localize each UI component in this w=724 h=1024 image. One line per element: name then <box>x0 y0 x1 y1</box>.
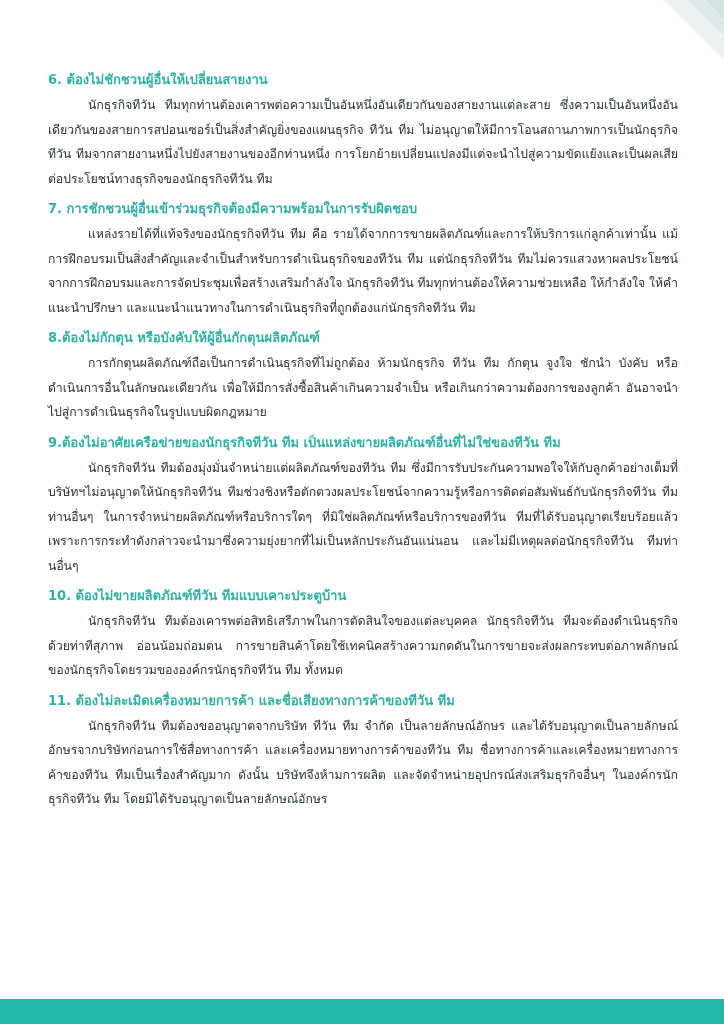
footer-bar <box>0 999 724 1024</box>
section-body: นักธุรกิจทีวัน ทีมทุกท่านต้องเคารพต่อความเป็นอันหนึ่งอันเดียวกันของสายงานแต่ละสาย ซึ่งความเป็นอันหนึ่งอันเดียวกันของสายการสปอนเซอร์เป็นสิ่งสำคัญยิ่งของแผนธุรกิจ ทีวัน ทีม ไม่อนุญาตให้มีการโอนสถานภาพการเป็นนักธุรกิจทีวัน ทีมจากสายงานหนึ่งไปยังสายงานของอีกท่านหนึ่ง การโยกย้ายเปลี่ยนแปลงมีแต่จะนำไปสู่ความขัดแย้งและเป็นผลเสียต่อประโยชน์ทางธุรกิจของนักธุรกิจทีวัน ทีม <box>48 98 678 186</box>
section-heading: 8.ต้องไม่กักตุน หรือบังคับให้ผู้อื่นกักตุนผลิตภัณฑ์ <box>48 331 320 346</box>
section-11 <box>48 691 678 812</box>
section-heading: 11. ต้องไม่ละเมิดเครื่องหมายการค้า และชื่อเสียงทางการค้าของทีวัน ทีม <box>48 693 455 709</box>
section-heading: 7. การชักชวนผู้อื่นเข้าร่วมธุรกิจต้องมีความพร้อมในการรับผิดชอบ <box>48 202 418 217</box>
section-heading: 6. ต้องไม่ชักชวนผู้อื่นให้เปลี่ยนสายงาน <box>48 73 268 88</box>
section-body: การกักตุนผลิตภัณฑ์ถือเป็นการดำเนินธุรกิจที่ไม่ถูกต้อง ห้ามนักธุรกิจ ทีวัน ทีม กักตุน จูงใจ ชักนำ บังคับ หรือดำเนินการอื่นในลักษณะเดียวกัน เพื่อให้มีการสั่งซื้อสินค้าเกินความจำเป็น หรือเกินกว่าความต้องการของลูกค้า อันอาจนำไปสู่การดำเนินธุรกิจในรูปแบบผิดกฎหมาย <box>48 356 678 419</box>
section-body: นักธุรกิจทีวัน ทีมต้องขออนุญาตจากบริษัท ทีวัน ทีม จำกัด เป็นลายลักษณ์อักษร และได้รับอนุญาตเป็นลายลักษณ์อักษรจากบริษัทก่อนการใช้สื่อทางการค้า และเครื่องหมายทางการค้าของทีวัน ทีม ชื่อทางการค้าและเครื่องหมายทางการค้าของทีวัน ทีมเป็นเรื่องสำคัญมาก ดังนั้น บริษัทจึงห้ามการผลิต และจัดจำหน่ายอุปกรณ์ส่งเสริมธุรกิจอื่นๆ ในองค์กรนักธุรกิจทีวัน ทีม โดยมิได้รับอนุญาตเป็นลายลักษณ์อักษร <box>48 718 678 806</box>
section-body: นักธุรกิจทีวัน ทีมต้องเคารพต่อสิทธิเสรีภาพในการตัดสินใจของแต่ละบุคคล นักธุรกิจทีวัน ทีมจะต้องดำเนินธุรกิจด้วยท่าทีสุภาพ อ่อนน้อมถ่อมตน การขายสินค้าโดยใช้เทคนิคสร้างความกดดันในการขายจะส่งผลกระทบต่อภาพลักษณ์ของนักธุรกิจโดยรวมขององค์กรนักธุรกิจทีวัน ทีม ทั้งหมด <box>48 614 678 677</box>
section-heading: 10. ต้องไม่ขายผลิตภัณฑ์ทีวัน ทีมแบบเคาะประตูบ้าน <box>48 589 347 604</box>
corner-decoration <box>644 0 724 80</box>
section-6 <box>48 70 678 191</box>
section-7 <box>48 199 678 320</box>
section-body: แหล่งรายได้ที่แท้จริงของนักธุรกิจทีวัน ทีม คือ รายได้จากการขายผลิตภัณฑ์และการให้บริการแก่ลูกค้าเท่านั้น แม้การฝึกอบรมเป็นสิ่งสำคัญและจำเป็นสำหรับการดำเนินธุรกิจของทีวัน ทีม แต่นักธุรกิจทีวัน ทีมไม่ควรแสวงหาผลประโยชน์จากการฝึกอบรมและการจัดประชุมเพื่อสร้างเสริมกำลังใจ นักธุรกิจทีวัน ทีมทุกท่านต้องให้ความช่วยเหลือ ให้กำลังใจ ให้คำแนะนำปรึกษา และแนะนำแนวทางในการดำเนินธุรกิจที่ถูกต้องแก่นักธุรกิจทีวัน ทีม <box>48 227 678 315</box>
section-9 <box>48 433 678 579</box>
section-body: นักธุรกิจทีวัน ทีมต้องมุ่งมั่นจำหน่ายแต่ผลิตภัณฑ์ของทีวัน ทีม ซึ่งมีการรับประกันความพอใจให้กับลูกค้าอย่างเต็มที่ บริษัทฯไม่อนุญาตให้นักธุรกิจทีวัน ทีมช่วงชิงหรือตักตวงผลประโยชน์จากความรู้หรือการติดต่อสัมพันธ์กับนักธุรกิจทีวัน ทีมท่านอื่นๆ ในการจำหน่ายผลิตภัณฑ์หรือบริการใดๆ ที่มิใช่ผลิตภัณฑ์หรือบริการของทีวัน ทีมที่ได้รับอนุญาตเรียบร้อยแล้ว เพราะการกระทำดังกล่าวจะนำมาซึ่งความยุ่งยากที่ไม่เป็นหลักประกันอันแน่นอน และไม่มีเหตุผลต่อนักธุรกิจทีวัน ทีมท่านอื่นๆ <box>48 460 678 573</box>
page-content <box>48 70 678 820</box>
section-heading: 9.ต้องไม่อาศัยเครือข่ายของนักธุรกิจทีวัน ทีม เป็นแหล่งขายผลิตภัณฑ์อื่นที่ไม่ใช่ของทีวัน ทีม <box>48 435 561 451</box>
section-8 <box>48 328 678 425</box>
section-10 <box>48 586 678 683</box>
